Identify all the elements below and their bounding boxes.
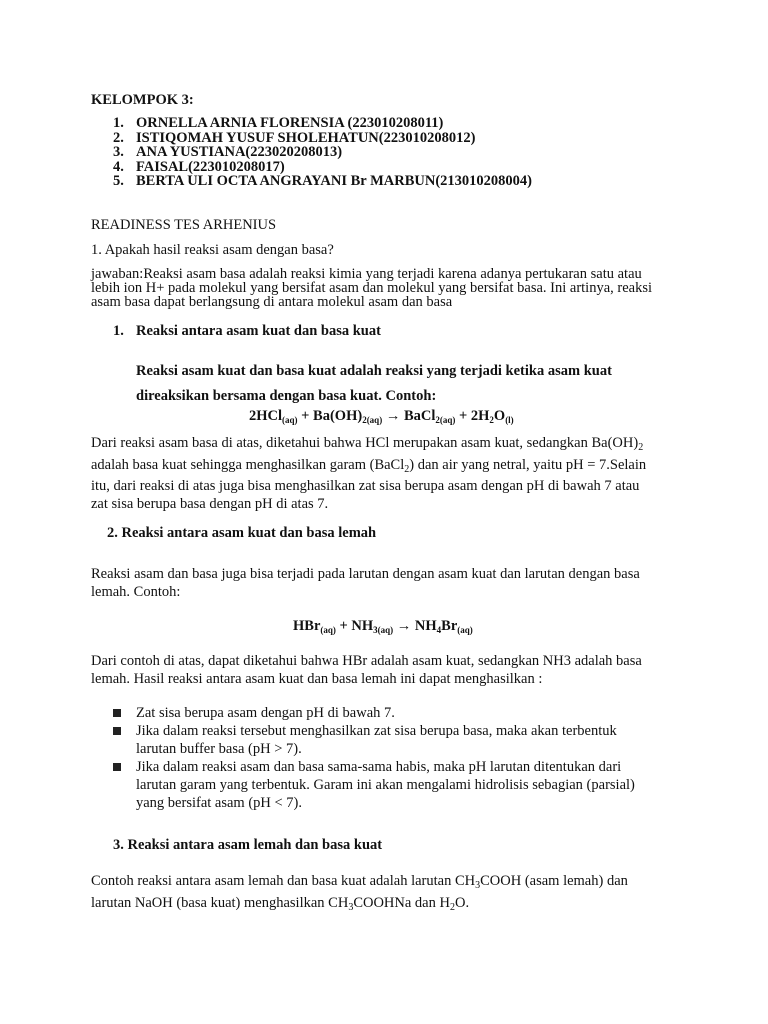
para-text: O. [454,894,470,911]
para-line [91,873,691,895]
section2-paragraph [91,653,691,688]
eq-sub: (aq) [320,625,336,635]
eq-part: + NH [335,618,374,634]
eq-part: + 2H [455,408,490,424]
eq-sub: (l) [505,415,514,425]
para-line: zat sisa berupa basa dengan pH di atas 7. [91,495,329,512]
para-sub: 2 [404,463,410,475]
para-line: itu, dari reaksi di atas juga bisa menghasilkan zat sisa berupa asam dengan pH di bawah 7 atau [91,478,640,494]
square-bullet-icon [113,722,136,758]
group-title: KELOMPOK 3: [91,92,194,108]
member-name: ORNELLA ARNIA FLORENSIA (223010208011) [136,115,444,131]
para-text: ) dan air yang netral, yaitu pH = 7.Selain [409,456,647,473]
list-item [113,704,635,722]
para-sub: 2 [638,442,644,453]
list-item [113,758,635,812]
section1-heading: Reaksi antara asam kuat dan basa kuat [136,323,381,339]
member-number: 3. [113,144,124,160]
eq-part: HBr [293,618,321,634]
intro-line: Reaksi asam dan basa juga bisa terjadi pada larutan dengan asam kuat dan larutan dengan basa [91,566,640,582]
eq-sub: 3(aq) [373,625,394,635]
para-line: lemah. Hasil reaksi antara asam kuat dan basa lemah ini dapat menghasilkan : [91,670,543,687]
section3-heading: 3. Reaksi antara asam lemah dan basa kuat [113,837,383,853]
member-item [113,131,532,146]
member-name: ANA YUSTIANA(223020208013) [136,144,343,160]
bullet-line: larutan garam yang terbentuk. Garam ini akan mengalami hidrolisis sebagian (parsial) [136,777,635,793]
member-item [113,174,532,189]
answer-paragraph [91,267,691,309]
question-text: 1. Apakah hasil reaksi asam dengan basa? [91,242,334,258]
member-name: BERTA ULI OCTA ANGRAYANI Br MARBUN(213010208004) [136,173,533,189]
para-sub: 3 [348,901,354,913]
para-sub: 3 [475,880,481,891]
member-item [113,145,532,160]
para-text: larutan NaOH (basa kuat) menghasilkan CH [91,894,349,911]
para-line [91,895,691,917]
para-line [91,435,691,457]
answer-line: asam basa dapat berlangsung di antara molekul asam dan basa [91,294,453,310]
eq-sub: 4 [436,625,442,635]
eq-sub: 2 [489,415,494,425]
bullet-line: Jika dalam reaksi asam dan basa sama-sama habis, maka pH larutan ditentukan dari [136,759,622,775]
para-sub: 2 [449,901,455,913]
para-text: COOHNa dan H [353,894,450,911]
eq-part: + Ba(OH) [297,408,363,424]
equation-hcl-baoh2 [249,408,514,425]
section2-intro [91,566,691,601]
answer-line: jawaban:Reaksi asam basa adalah reaksi kimia yang terjadi karena adanya pertukaran satu atau [91,266,642,282]
member-item [113,160,532,175]
section1-paragraph [91,435,691,513]
readiness-title: READINESS TES ARHENIUS [91,217,277,233]
member-name: ISTIQOMAH YUSUF SHOLEHATUN(223010208012) [136,129,476,146]
eq-part: 2HCl [249,408,283,424]
bullet-line: yang bersifat asam (pH < 7). [136,795,303,811]
square-bullet-icon [113,704,136,722]
bullet-line: larutan buffer basa (pH > 7). [136,741,302,757]
eq-part: Br [441,618,458,634]
eq-sub: 2(aq) [435,415,456,425]
section2-heading: 2. Reaksi antara asam kuat dan basa lemah [107,525,377,541]
section1-number: 1. [113,323,124,339]
para-text: Dari reaksi asam basa di atas, diketahui bahwa HCl merupakan asam kuat, sedangkan Ba(OH) [91,435,639,451]
member-name: FAISAL(223010208017) [136,158,285,175]
member-list [113,116,532,189]
para-text: COOH (asam lemah) dan [480,873,628,889]
list-item [113,722,635,758]
member-item [113,116,532,131]
member-number: 4. [113,158,124,175]
member-number: 5. [113,173,124,189]
bullet-list [113,704,635,812]
bullet-line: Zat sisa berupa asam dengan pH di bawah 7. [136,705,395,721]
member-number: 1. [113,115,124,131]
eq-part: O [493,408,506,424]
eq-part: → BaCl [382,408,436,424]
eq-part: → NH [393,618,437,634]
square-bullet-icon [113,758,136,812]
eq-sub: 2(aq) [362,415,383,425]
section1-desc-line: Reaksi asam kuat dan basa kuat adalah reaksi yang terjadi ketika asam kuat [136,363,612,379]
para-text: Contoh reaksi antara asam lemah dan basa kuat adalah larutan CH [91,873,476,889]
eq-sub: (aq) [457,625,473,635]
member-number: 2. [113,129,124,146]
section3-paragraph [91,873,691,916]
answer-line: lebih ion H+ pada molekul yang bersifat asam dan molekul yang bersifat basa. Ini artinya, reaksi [91,280,653,296]
intro-line: lemah. Contoh: [91,583,181,600]
para-text: adalah basa kuat sehingga menghasilkan garam (BaCl [91,456,405,473]
bullet-line: Jika dalam reaksi tersebut menghasilkan zat sisa berupa basa, maka akan terbentuk [136,723,617,739]
equation-hbr-nh3 [293,618,473,635]
eq-sub: (aq) [282,415,298,425]
section1-desc-line: direaksikan bersama dengan basa kuat. Contoh: [136,388,437,404]
para-line: Dari contoh di atas, dapat diketahui bahwa HBr adalah asam kuat, sedangkan NH3 adalah basa [91,653,642,669]
para-line [91,457,691,479]
